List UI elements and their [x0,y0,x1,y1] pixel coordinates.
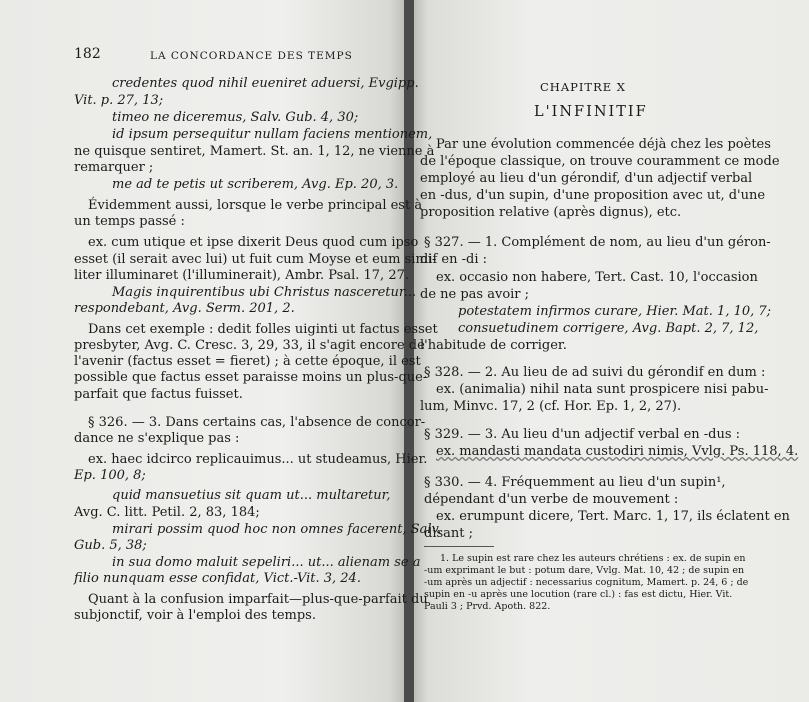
text-line: me ad te petis ut scriberem, Avg. Ep. 20, 3. [112,177,399,192]
text-line: l'avenir (factus esset = fieret) ; à cette époque, il est [74,354,421,369]
text-line: lum, Minvc. 17, 2 (cf. Hor. Ep. 1, 2, 27). [420,399,682,414]
text-line: proposition relative (après dignus), etc. [420,205,682,220]
text-line: disant ; [424,526,474,541]
text-line: de ne pas avoir ; [420,287,530,302]
text-line: timeo ne diceremus, Salv. Gub. 4, 30; [112,110,359,125]
footnote-line: -um exprimant le but : potum dare, Vvlg. Mat. 10, 42 ; de supin en [424,565,745,576]
text-line: subjonctif, voir à l'emploi des temps. [74,608,316,623]
section-heading: § 327. — 1. Complément de nom, au lieu d'un géron- [424,235,771,250]
text-line: un temps passé : [74,214,185,229]
text-line: ex. erumpunt dicere, Tert. Marc. 1, 17, ils éclatent en [436,509,790,524]
text-line: esset (il serait avec lui) ut fuit cum Moyse et eum simi- [74,252,437,267]
text-line: Vit. p. 27, 13; [74,93,164,108]
text-line: de l'époque classique, on trouve couramment ce mode [420,154,780,169]
text-line: Dans cet exemple : dedit folles uiginti ut factus esset [88,322,438,337]
footnote-line: 1. Le supin est rare chez les auteurs chrétiens : ex. de supin en [440,553,746,564]
text-line: ex. mandasti mandata custodiri nimis, Vvlg. Ps. 118, 4. [436,444,799,459]
section-heading: § 328. — 2. Au lieu de ad suivi du gérondif en dum : [424,365,766,380]
chapter-label: CHAPITRE X [540,80,626,94]
text-line: mirari possim quod hoc non omnes facerent, Salv. [112,522,442,537]
running-head: LA CONCORDANCE DES TEMPS [150,50,353,62]
text-line: l'habitude de corriger. [420,338,567,353]
text-line: remarquer ; [74,160,154,175]
text-line: dif en -di : [420,252,488,267]
text-line: liter illuminaret (l'illuminerait), Ambr. Psal. 17, 27. [74,268,409,283]
text-line: quid mansuetius sit quam ut... multaretur, [112,488,391,503]
text-line: dépendant d'un verbe de mouvement : [424,492,679,507]
text-line: respondebant, Avg. Serm. 201, 2. [74,301,295,316]
footnote-rule [424,546,494,547]
text-line: Évidemment aussi, lorsque le verbe principal est à [88,198,423,213]
text-line: Avg. C. litt. Petil. 2, 83, 184; [74,505,260,520]
text-line: ex. haec idcirco replicauimus... ut studeamus, Hier. [88,452,428,467]
footnote-line: supin en -u après une locution (rare cl.) : fas est dictu, Hier. Vit. [424,589,733,600]
text-line: parfait que factus fuisset. [74,387,243,402]
text-line: ne quisque sentiret, Mamert. St. an. 1, 12, ne vienne à [74,144,435,159]
footnote-line: -um après un adjectif : necessarius cognitum, Mamert. p. 24, 6 ; de [424,577,749,588]
text-line: en -dus, d'un supin, d'une proposition avec ut, d'une [420,188,766,203]
text-line: Par une évolution commencée déjà chez les poètes [436,137,771,152]
text-line: employé au lieu d'un gérondif, d'un adjectif verbal [420,171,753,186]
text-line: ex. (animalia) nihil nata sunt prospicere nisi pabu- [436,382,769,397]
text-line: possible que factus esset paraisse moins un plus-que- [74,370,428,385]
text-line: filio nunquam esse confidat, Vict.-Vit. 3, 24. [74,571,361,586]
text-line: dance ne s'explique pas : [74,431,240,446]
text-line: presbyter, Avg. C. Cresc. 3, 29, 33, il s'agit encore de [74,338,425,353]
text-line: Gub. 5, 38; [74,538,147,553]
text-line: ex. occasio non habere, Tert. Cast. 10, l'occasion [436,270,758,285]
section-heading: § 326. — 3. Dans certains cas, l'absence de concor- [88,415,426,430]
section-heading: § 330. — 4. Fréquemment au lieu d'un supin¹, [424,475,726,490]
footnote-line: Pauli 3 ; Prvd. Apoth. 822. [424,601,551,612]
text-line: Magis inquirentibus ubi Christus nasceretur... [112,285,417,300]
text-line: consuetudinem corrigere, Avg. Bapt. 2, 7, 12, [458,321,759,336]
section-heading: § 329. — 3. Au lieu d'un adjectif verbal en -dus : [424,427,741,442]
page-number: 182 [74,46,101,62]
text-line: id ipsum persequitur nullam faciens mentionem, [112,127,433,142]
text-line: Quant à la confusion imparfait—plus-que-parfait du [88,592,428,607]
chapter-title: L'INFINITIF [534,104,648,120]
text-line: Ep. 100, 8; [74,468,146,483]
text-line: credentes quod nihil eueniret aduersi, Evgipp. [112,76,419,91]
text-line: in sua domo maluit sepeliri... ut... alienam se a [112,555,421,570]
text-line: potestatem infirmos curare, Hier. Mat. 1, 10, 7; [458,304,772,319]
text-line: ex. cum utique et ipse dixerit Deus quod cum ipso [88,235,419,250]
